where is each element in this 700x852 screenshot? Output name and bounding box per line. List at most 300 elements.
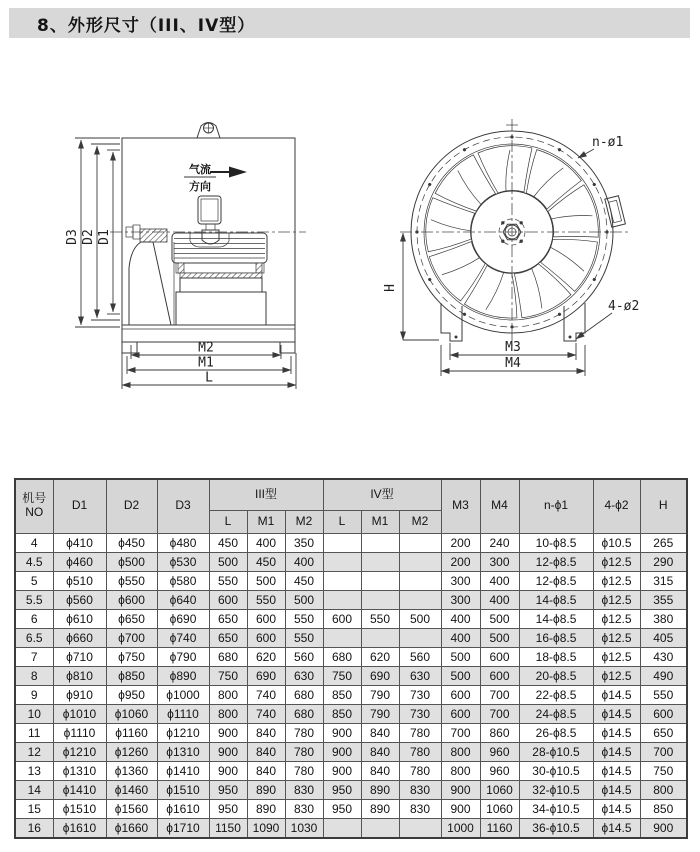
table-cell: ϕ1610 xyxy=(53,818,106,838)
motor-assembly xyxy=(172,196,267,325)
table-cell: ϕ810 xyxy=(53,666,106,685)
table-cell: 265 xyxy=(640,533,687,552)
table-cell: 850 xyxy=(323,704,361,723)
table-cell: 8 xyxy=(15,666,53,685)
table-cell: ϕ660 xyxy=(53,628,106,647)
table-cell: ϕ410 xyxy=(53,533,106,552)
table-cell: 780 xyxy=(399,742,441,761)
table-cell: 550 xyxy=(640,685,687,704)
front-view-drawing xyxy=(383,119,639,376)
table-cell: ϕ750 xyxy=(106,647,157,666)
table-cell: ϕ12.5 xyxy=(593,609,640,628)
dim-label-n-phi1: n-ø1 xyxy=(592,135,624,150)
table-cell: 900 xyxy=(441,799,480,818)
table-cell: 1160 xyxy=(480,818,519,838)
table-cell: ϕ1610 xyxy=(157,799,209,818)
col-header-no xyxy=(15,479,53,533)
table-cell: 800 xyxy=(640,780,687,799)
table-cell: ϕ610 xyxy=(53,609,106,628)
table-cell: 12 xyxy=(15,742,53,761)
table-cell: ϕ480 xyxy=(157,533,209,552)
table-cell: 960 xyxy=(480,742,519,761)
table-cell: 16-ϕ8.5 xyxy=(519,628,593,647)
table-cell: ϕ12.5 xyxy=(593,628,640,647)
table-cell xyxy=(323,552,361,571)
col-header-type4-m2: M2 xyxy=(399,510,441,533)
table-cell: 850 xyxy=(640,799,687,818)
table-cell: ϕ1410 xyxy=(53,780,106,799)
table-row xyxy=(15,723,687,742)
table-cell: 11 xyxy=(15,723,53,742)
dim-label-d2: D2 xyxy=(81,229,96,245)
col-header-type3-m1: M1 xyxy=(247,510,285,533)
table-row xyxy=(15,628,687,647)
table-cell: 600 xyxy=(441,704,480,723)
table-cell: 600 xyxy=(247,609,285,628)
table-cell: ϕ690 xyxy=(157,609,209,628)
table-cell: ϕ12.5 xyxy=(593,647,640,666)
table-header xyxy=(15,479,687,533)
col-header-no-cn: 机号 xyxy=(22,491,47,506)
table-cell: 500 xyxy=(209,552,247,571)
table-cell: ϕ710 xyxy=(53,647,106,666)
table-row xyxy=(15,685,687,704)
col-header-type4-l: L xyxy=(323,510,361,533)
table-cell: 10-ϕ8.5 xyxy=(519,533,593,552)
table-cell: 830 xyxy=(285,799,323,818)
col-header-m4: M4 xyxy=(480,479,519,533)
table-cell: 900 xyxy=(441,780,480,799)
table-row xyxy=(15,818,687,838)
table-cell: 10 xyxy=(15,704,53,723)
table-cell: 800 xyxy=(441,742,480,761)
table-cell: 450 xyxy=(209,533,247,552)
table-cell: 840 xyxy=(247,761,285,780)
table-cell: 450 xyxy=(247,552,285,571)
table-cell: ϕ640 xyxy=(157,590,209,609)
table-row xyxy=(15,609,687,628)
table-cell: 650 xyxy=(640,723,687,742)
table-cell: 900 xyxy=(323,723,361,742)
table-row xyxy=(15,647,687,666)
dim-label-d1: D1 xyxy=(97,229,112,245)
table-cell: 890 xyxy=(361,780,399,799)
dim-label-h: H xyxy=(383,284,398,292)
table-cell: ϕ910 xyxy=(53,685,106,704)
table-cell: 800 xyxy=(441,761,480,780)
table-cell: 900 xyxy=(323,761,361,780)
table-cell: 9 xyxy=(15,685,53,704)
col-header-n-phi1: n-ϕ1 xyxy=(519,479,593,533)
table-cell: 900 xyxy=(209,761,247,780)
table-cell: ϕ14.5 xyxy=(593,723,640,742)
table-cell xyxy=(361,590,399,609)
table-cell: ϕ890 xyxy=(157,666,209,685)
table-cell: 290 xyxy=(640,552,687,571)
table-cell: ϕ450 xyxy=(106,533,157,552)
table-cell: 400 xyxy=(247,533,285,552)
table-cell: 960 xyxy=(480,761,519,780)
table-cell: ϕ700 xyxy=(106,628,157,647)
table-cell xyxy=(361,571,399,590)
table-cell xyxy=(323,571,361,590)
table-cell: ϕ1000 xyxy=(157,685,209,704)
table-cell: ϕ12.5 xyxy=(593,571,640,590)
table-cell: ϕ1510 xyxy=(157,780,209,799)
table-cell: 550 xyxy=(285,628,323,647)
table-cell: ϕ14.5 xyxy=(593,780,640,799)
table-cell: 16 xyxy=(15,818,53,838)
table-cell: 900 xyxy=(323,742,361,761)
col-header-type3-m2: M2 xyxy=(285,510,323,533)
table-cell: 890 xyxy=(247,799,285,818)
table-cell: 840 xyxy=(361,742,399,761)
table-cell: 500 xyxy=(480,609,519,628)
table-cell: 850 xyxy=(323,685,361,704)
dim-label-l: L xyxy=(205,370,213,386)
table-cell: 7 xyxy=(15,647,53,666)
col-header-d1: D1 xyxy=(53,479,106,533)
table-cell: 700 xyxy=(480,704,519,723)
table-cell: 620 xyxy=(361,647,399,666)
table-cell: 300 xyxy=(441,571,480,590)
support-strut xyxy=(126,225,174,325)
table-cell: ϕ600 xyxy=(106,590,157,609)
table-cell: 800 xyxy=(209,685,247,704)
table-cell: ϕ1460 xyxy=(106,780,157,799)
table-cell: 4 xyxy=(15,533,53,552)
table-cell: 490 xyxy=(640,666,687,685)
dim-label-m1: M1 xyxy=(198,355,214,371)
table-cell: 790 xyxy=(361,685,399,704)
side-view-drawing xyxy=(65,123,306,390)
table-cell: 600 xyxy=(247,628,285,647)
table-cell: 890 xyxy=(361,799,399,818)
table-cell: 500 xyxy=(441,647,480,666)
table-cell: ϕ650 xyxy=(106,609,157,628)
table-cell xyxy=(323,818,361,838)
table-cell: ϕ530 xyxy=(157,552,209,571)
table-cell: 900 xyxy=(209,742,247,761)
table-cell: 355 xyxy=(640,590,687,609)
table-cell: ϕ14.5 xyxy=(593,818,640,838)
table-cell: 630 xyxy=(285,666,323,685)
table-cell: 550 xyxy=(361,609,399,628)
table-cell: 730 xyxy=(399,685,441,704)
dim-label-d3: D3 xyxy=(65,229,80,245)
table-cell: 750 xyxy=(640,761,687,780)
table-row xyxy=(15,590,687,609)
table-row xyxy=(15,799,687,818)
dimensions-table xyxy=(14,478,688,839)
table-cell: 1090 xyxy=(247,818,285,838)
height-dimension xyxy=(383,233,439,340)
table-cell: 13 xyxy=(15,761,53,780)
col-header-m3: M3 xyxy=(441,479,480,533)
table-cell xyxy=(399,533,441,552)
table-cell: ϕ1560 xyxy=(106,799,157,818)
table-cell: 900 xyxy=(640,818,687,838)
table-cell: 800 xyxy=(209,704,247,723)
table-cell: 560 xyxy=(399,647,441,666)
table-cell: 840 xyxy=(247,742,285,761)
table-cell: 315 xyxy=(640,571,687,590)
table-cell: 680 xyxy=(285,704,323,723)
col-header-type3: III型 xyxy=(209,479,323,510)
table-cell: ϕ740 xyxy=(157,628,209,647)
table-cell: ϕ14.5 xyxy=(593,685,640,704)
table-cell: ϕ1510 xyxy=(53,799,106,818)
table-cell: 700 xyxy=(480,685,519,704)
table-cell: 5.5 xyxy=(15,590,53,609)
table-cell: 600 xyxy=(323,609,361,628)
table-cell: ϕ950 xyxy=(106,685,157,704)
table-cell: ϕ1210 xyxy=(157,723,209,742)
table-cell: 18-ϕ8.5 xyxy=(519,647,593,666)
table-cell: ϕ510 xyxy=(53,571,106,590)
table-cell: 1000 xyxy=(441,818,480,838)
table-cell: 15 xyxy=(15,799,53,818)
table-cell xyxy=(323,590,361,609)
table-cell: ϕ1710 xyxy=(157,818,209,838)
table-cell: 680 xyxy=(209,647,247,666)
table-cell: 780 xyxy=(285,761,323,780)
table-cell: 400 xyxy=(441,609,480,628)
table-row xyxy=(15,666,687,685)
table-cell: ϕ12.5 xyxy=(593,666,640,685)
table-cell: ϕ1410 xyxy=(157,761,209,780)
table-cell: 550 xyxy=(247,590,285,609)
mounting-feet xyxy=(441,303,585,341)
table-cell: 950 xyxy=(323,799,361,818)
table-cell: ϕ1310 xyxy=(157,742,209,761)
table-cell: 600 xyxy=(480,647,519,666)
table-cell: 32-ϕ10.5 xyxy=(519,780,593,799)
table-cell: 700 xyxy=(441,723,480,742)
col-header-d2: D2 xyxy=(106,479,157,533)
table-cell: 240 xyxy=(480,533,519,552)
table-cell: 14 xyxy=(15,780,53,799)
table-cell: 500 xyxy=(285,590,323,609)
table-cell: 14-ϕ8.5 xyxy=(519,609,593,628)
col-header-h: H xyxy=(640,479,687,533)
table-cell: 600 xyxy=(640,704,687,723)
table-cell xyxy=(323,628,361,647)
col-header-d3: D3 xyxy=(157,479,209,533)
table-cell: 680 xyxy=(285,685,323,704)
table-cell: 750 xyxy=(209,666,247,685)
table-cell: 1150 xyxy=(209,818,247,838)
table-cell: 780 xyxy=(399,761,441,780)
table-cell: ϕ580 xyxy=(157,571,209,590)
table-cell: 26-ϕ8.5 xyxy=(519,723,593,742)
table-cell: 650 xyxy=(209,628,247,647)
table-cell: 200 xyxy=(441,533,480,552)
table-cell xyxy=(399,552,441,571)
table-cell: ϕ14.5 xyxy=(593,742,640,761)
table-row xyxy=(15,780,687,799)
table-cell: 630 xyxy=(399,666,441,685)
table-cell: 24-ϕ8.5 xyxy=(519,704,593,723)
table-cell: 1030 xyxy=(285,818,323,838)
table-cell: 730 xyxy=(399,704,441,723)
table-row xyxy=(15,761,687,780)
table-cell: ϕ560 xyxy=(53,590,106,609)
table-cell xyxy=(361,628,399,647)
table-cell: 780 xyxy=(285,723,323,742)
table-cell: 840 xyxy=(361,761,399,780)
table-cell: 830 xyxy=(285,780,323,799)
table-cell xyxy=(399,590,441,609)
table-cell: 430 xyxy=(640,647,687,666)
table-cell: 500 xyxy=(247,571,285,590)
table-cell: ϕ460 xyxy=(53,552,106,571)
diameter-dimensions xyxy=(65,138,120,327)
table-cell: 12-ϕ8.5 xyxy=(519,571,593,590)
table-cell xyxy=(361,552,399,571)
table-row xyxy=(15,742,687,761)
table-cell: ϕ850 xyxy=(106,666,157,685)
col-header-no-en: NO xyxy=(25,505,44,520)
col-header-4-phi2: 4-ϕ2 xyxy=(593,479,640,533)
table-cell: 380 xyxy=(640,609,687,628)
table-cell: 600 xyxy=(209,590,247,609)
table-cell: 830 xyxy=(399,799,441,818)
table-cell: 450 xyxy=(285,571,323,590)
table-cell: 550 xyxy=(209,571,247,590)
table-cell: 12-ϕ8.5 xyxy=(519,552,593,571)
table-cell: 28-ϕ10.5 xyxy=(519,742,593,761)
table-cell xyxy=(399,628,441,647)
table-cell: ϕ550 xyxy=(106,571,157,590)
table-cell: 20-ϕ8.5 xyxy=(519,666,593,685)
dim-label-m4: M4 xyxy=(505,356,521,371)
table-cell: 500 xyxy=(399,609,441,628)
section-title: 8、外形尺寸（III、IV型） xyxy=(37,15,256,36)
table-cell: 900 xyxy=(209,723,247,742)
table-cell: ϕ10.5 xyxy=(593,533,640,552)
table-cell: ϕ12.5 xyxy=(593,590,640,609)
table-cell: 740 xyxy=(247,704,285,723)
dim-label-m2: M2 xyxy=(198,340,214,356)
table-cell: 600 xyxy=(480,666,519,685)
table-cell: 22-ϕ8.5 xyxy=(519,685,593,704)
table-cell: ϕ1160 xyxy=(106,723,157,742)
table-cell: 650 xyxy=(209,609,247,628)
length-dimensions xyxy=(122,341,296,390)
table-cell: 400 xyxy=(285,552,323,571)
airflow-direction xyxy=(184,162,247,193)
table-cell: 950 xyxy=(323,780,361,799)
table-cell: 950 xyxy=(209,780,247,799)
table-cell: ϕ12.5 xyxy=(593,552,640,571)
dimensions-table-body xyxy=(15,533,687,838)
table-cell: 4.5 xyxy=(15,552,53,571)
table-cell xyxy=(361,533,399,552)
table-cell: 750 xyxy=(323,666,361,685)
table-cell: 560 xyxy=(285,647,323,666)
table-cell xyxy=(399,818,441,838)
table-cell: 400 xyxy=(480,571,519,590)
table-cell: 200 xyxy=(441,552,480,571)
table-cell: 550 xyxy=(285,609,323,628)
table-cell: 5 xyxy=(15,571,53,590)
table-cell xyxy=(323,533,361,552)
table-cell: ϕ1110 xyxy=(53,723,106,742)
table-cell: 405 xyxy=(640,628,687,647)
table-cell: 350 xyxy=(285,533,323,552)
table-cell: ϕ14.5 xyxy=(593,799,640,818)
table-cell: ϕ1260 xyxy=(106,742,157,761)
table-cell: 34-ϕ10.5 xyxy=(519,799,593,818)
table-cell: ϕ1110 xyxy=(157,704,209,723)
table-cell: ϕ1360 xyxy=(106,761,157,780)
table-cell: 36-ϕ10.5 xyxy=(519,818,593,838)
table-cell: 780 xyxy=(285,742,323,761)
table-cell: ϕ1660 xyxy=(106,818,157,838)
airflow-label-bottom: 方向 xyxy=(189,180,211,193)
table-cell: 950 xyxy=(209,799,247,818)
table-cell: ϕ790 xyxy=(157,647,209,666)
table-cell: 300 xyxy=(480,552,519,571)
table-cell: 840 xyxy=(247,723,285,742)
table-cell: 500 xyxy=(480,628,519,647)
table-cell: 400 xyxy=(441,628,480,647)
table-cell: 600 xyxy=(441,685,480,704)
table-cell: 1060 xyxy=(480,780,519,799)
table-cell: ϕ500 xyxy=(106,552,157,571)
col-header-type3-l: L xyxy=(209,510,247,533)
table-row xyxy=(15,704,687,723)
table-cell: 840 xyxy=(361,723,399,742)
col-header-type4-m1: M1 xyxy=(361,510,399,533)
dim-label-4-phi2: 4-ø2 xyxy=(608,299,640,314)
table-cell: ϕ1310 xyxy=(53,761,106,780)
dim-label-m3: M3 xyxy=(505,340,521,355)
table-cell xyxy=(399,571,441,590)
table-cell: 620 xyxy=(247,647,285,666)
table-cell: 500 xyxy=(441,666,480,685)
table-cell: 860 xyxy=(480,723,519,742)
table-cell: 830 xyxy=(399,780,441,799)
table-cell: ϕ14.5 xyxy=(593,704,640,723)
table-cell: 6 xyxy=(15,609,53,628)
lifting-eye xyxy=(197,123,220,139)
table-cell xyxy=(361,818,399,838)
table-row xyxy=(15,552,687,571)
table-cell: 680 xyxy=(323,647,361,666)
table-row xyxy=(15,533,687,552)
table-row xyxy=(15,571,687,590)
foot-span-dimensions xyxy=(441,340,585,376)
table-cell: ϕ1010 xyxy=(53,704,106,723)
table-cell: 780 xyxy=(399,723,441,742)
table-cell: ϕ14.5 xyxy=(593,761,640,780)
table-cell: 740 xyxy=(247,685,285,704)
table-cell: 300 xyxy=(441,590,480,609)
table-cell: 690 xyxy=(361,666,399,685)
airflow-label-top: 气流 xyxy=(189,163,211,176)
table-cell: 400 xyxy=(480,590,519,609)
table-cell: 790 xyxy=(361,704,399,723)
table-cell: 890 xyxy=(247,780,285,799)
table-cell: ϕ1210 xyxy=(53,742,106,761)
table-cell: 6.5 xyxy=(15,628,53,647)
table-cell: 1060 xyxy=(480,799,519,818)
col-header-type4: IV型 xyxy=(323,479,441,510)
table-cell: 14-ϕ8.5 xyxy=(519,590,593,609)
table-cell: 690 xyxy=(247,666,285,685)
